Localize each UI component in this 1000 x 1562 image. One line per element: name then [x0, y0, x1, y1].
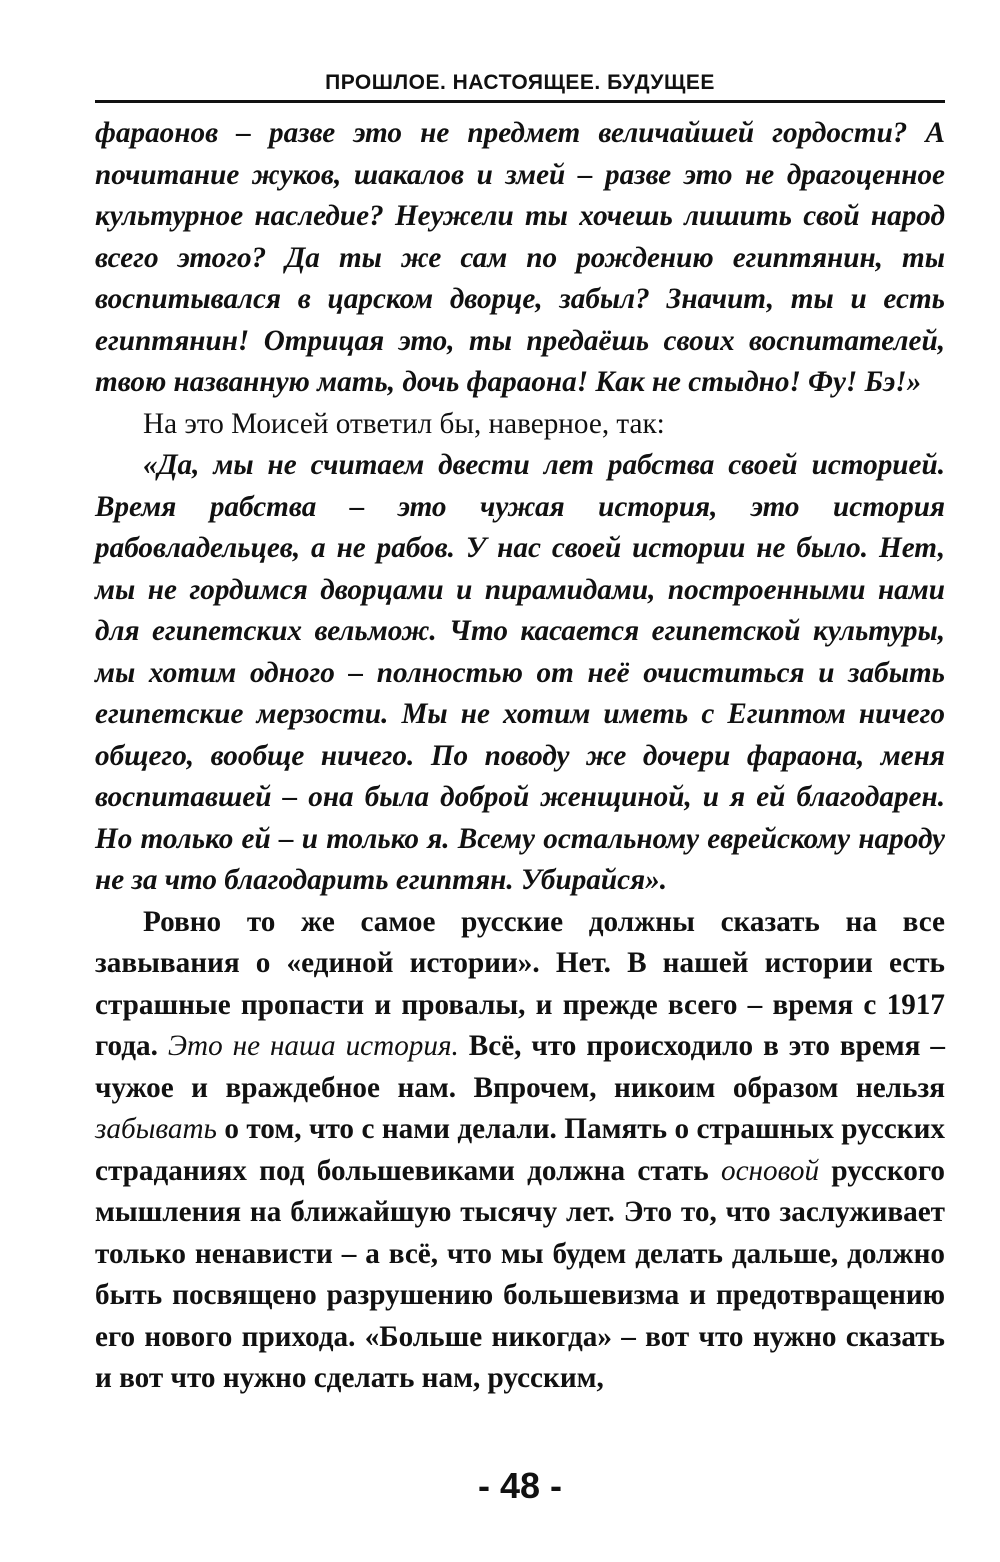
book-page [95, 60, 945, 1540]
main-paragraph-part-4: русского мышления на ближайшую тысячу лет. Это то, что заслуживает только ненависти – а всё, что мы будем делать дальше, должно быть посвящено разрушению большевизма и предотвращению его нового прихода. «Больше никогда» – вот что нужно сказать и вот что нужно сделать нам, русским, [95, 1154, 945, 1394]
quote-paragraph-2: «Да, мы не считаем двести лет рабства своей историей. Время рабства – это чужая история, это история рабовладельцев, а не рабов. У нас своей истории не было. Нет, мы не гордимся дворцами и пирамидами, построенными нами для египетских вельмож. Что касается египетской культуры, мы хотим одного – полностью от неё очиститься и забыть египетские мерзости. Мы не хотим иметь с Египтом ничего общего, вообще ничего. По поводу же дочери фараона, меня воспитавшей – она была доброй женщиной, и я ей благодарен. Но только ей – и только я. Всему остальному еврейскому народу не за что благодарить египтян. Убирайся». [95, 449, 945, 896]
main-paragraph-emphasis-1: Это не наша история. [167, 1030, 459, 1062]
main-paragraph-part-3: о том, что с нами делали. Память о страшных русских страданиях под большевиками должна стать [95, 1113, 945, 1187]
page-body [95, 113, 945, 1400]
quote-paragraph-1: фараонов – разве это не предмет величайшей гордости? А почитание жуков, шакалов и змей – разве это не драгоценное культурное наследие? Неужели ты хочешь лишить свой народ всего этого? Да ты же сам по рождению египтянин, ты воспитывался в царском дворце, забыл? Значит, ты и есть египтянин! Отрицая это, ты предаёшь своих воспитателей, твою названную мать, дочь фараона! Как не стыдно! Фу! Бэ!» [95, 117, 945, 398]
main-paragraph-part-2: Всё, что происходило в это время – чужое и враждебное нам. Впрочем, никоим образом нельзя [95, 1030, 945, 1104]
main-paragraph-emphasis-2: забывать [95, 1113, 217, 1145]
intro-paragraph: На это Моисей ответил бы, наверное, так: [143, 407, 665, 440]
main-paragraph-part-1: Ровно то же самое русские должны сказать на все завывания о «единой истории». Нет. В нашей истории есть страшные пропасти и провалы, и прежде всего – время с 1917 года. [95, 905, 945, 1062]
main-paragraph-emphasis-3: основой [720, 1154, 820, 1187]
main-paragraph [95, 902, 945, 1400]
running-header: ПРОШЛОЕ. НАСТОЯЩЕЕ. БУДУЩЕЕ [325, 71, 715, 94]
page-number: - 48 - [477, 1465, 563, 1506]
header-rule [95, 100, 945, 103]
